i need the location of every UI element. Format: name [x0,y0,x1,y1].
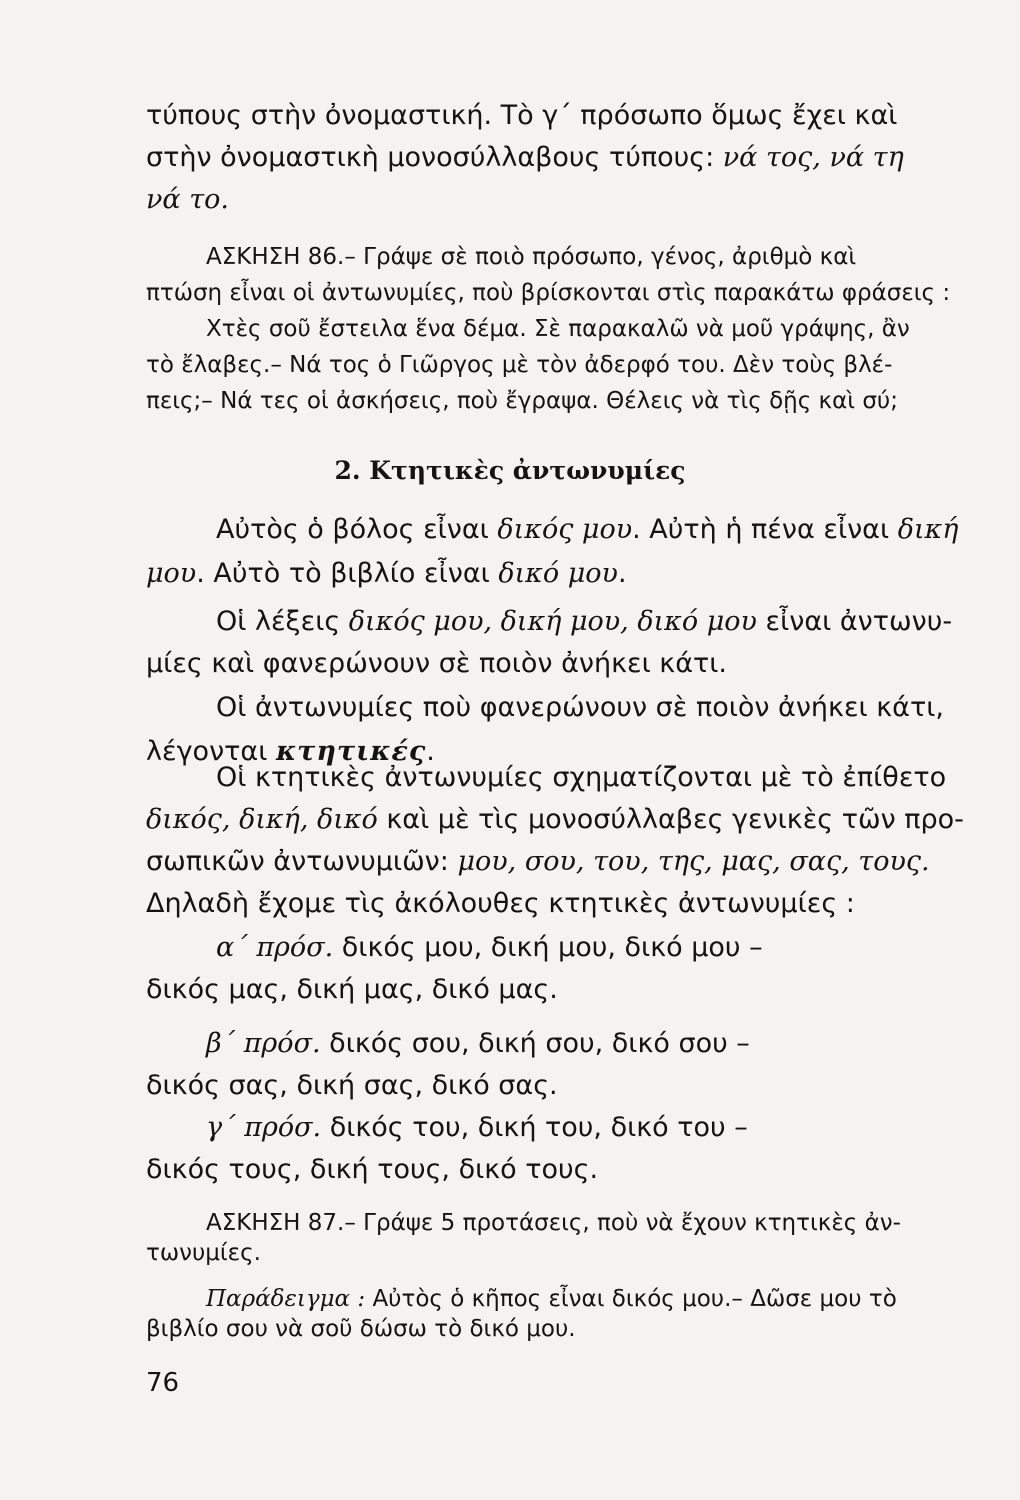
p3-line-2: μίες καὶ φανερώνουν σὲ ποιὸν ἀνήκει κάτι. [146,648,727,679]
p2-line-1 [216,512,958,548]
p2-l1-text-2: . Αὐτὴ ἡ πένα εἶναι [632,514,898,545]
p3-l1-italic: δικός μου, δική μου, δικό μου [348,606,757,637]
p5-line-2 [146,802,964,838]
p2-l2-text-2: . [617,558,627,589]
p2-l2-italic: μου [146,558,197,589]
p2-l2-text: . Αὐτὸ τὸ βιβλίο εἶναι [196,558,499,589]
p4-l2-text-2: . [426,736,435,767]
p3-l1-text: Οἱ λέξεις [216,606,349,637]
exercise-87-line-1: ΑΣΚΗΣΗ 87.– Γράψε 5 προτάσεις, ποὺ νὰ ἔχουν κτητικὲς ἀν- [206,1210,901,1236]
person-3-line-1 [206,1110,748,1146]
p5-line-1: Οἱ κτητικὲς ἀντωνυμίες σχηματίζονται μὲ τὸ ἐπίθετο [216,762,947,793]
example-label: Παράδειγμα : [206,1286,373,1312]
person-3-line-2: δικός τους, δική τους, δικό τους. [146,1154,599,1185]
p5-l2-text: καὶ μὲ τὶς μονοσύλλαβες γενικὲς τῶν προ- [377,804,964,835]
page-number: 76 [146,1368,180,1398]
term-ktitikes: κτητικές [275,736,427,767]
person-2-line-1 [206,1026,750,1062]
p5-l3-italic: μου, σου, του, της, μας, σας, τους. [457,846,930,877]
p5-line-3 [146,844,930,880]
person-3-label: γ΄ πρόσ. [206,1112,322,1143]
exercise-86-line-3: Χτὲς σοῦ ἔστειλα ἕνα δέμα. Σὲ παρακαλῶ νὰ μοῦ γράψης, ἂν [206,316,910,342]
p1-line-2-italic: νά τος, νά τη [722,142,904,173]
p5-l3-text: σωπικῶν ἀντωνυμιῶν: [146,846,458,877]
person-3-forms: δικός του, δική του, δικό του – [321,1112,748,1143]
p2-l1-italic-2: δική [897,514,959,545]
p4-line-1: Οἱ ἀντωνυμίες ποὺ φανερώνουν σὲ ποιὸν ἀνήκει κάτι, [216,692,944,723]
exercise-87-line-4: βιβλίο σου νὰ σοῦ δώσω τὸ δικό μου. [146,1316,576,1342]
p1-line-3: νά το. [146,184,230,215]
p5-line-4: Δηλαδὴ ἔχομε τὶς ἀκόλουθες κτητικὲς ἀντωνυμίες : [146,888,855,919]
p2-l1-text: Αὐτὸς ὁ βόλος εἶναι [216,514,498,545]
p4-l2-text: λέγονται [146,736,276,767]
person-1-forms: δικός μου, δική μου, δικό μου – [333,932,763,963]
p1-line-2-text: στὴν ὀνομαστικὴ μονοσύλλαβους τύπους: [146,142,723,173]
exercise-86-line-4: τὸ ἔλαβες.– Νά τος ὁ Γιῶργος μὲ τὸν ἀδερφό του. Δὲν τοὺς βλέ- [146,352,893,378]
p2-line-2 [146,556,627,592]
p2-l2-italic-2: δικό μου [498,558,618,589]
section-heading: 2. Κτητικὲς ἀντωνυμίες [334,456,686,485]
exercise-86-line-2: πτώση εἶναι οἱ ἀντωνυμίες, ποὺ βρίσκονται στὶς παρακάτω φράσεις : [146,280,951,306]
p5-l2-italic: δικός, δική, δικό [146,804,378,835]
person-2-label: β΄ πρόσ. [206,1028,321,1059]
p2-l1-italic: δικός μου [497,514,633,545]
p3-l1-text-2: εἶναι ἀντωνυ- [756,606,953,637]
exercise-86-line-5: πεις;– Νά τες οἱ ἀσκήσεις, ποὺ ἔγραψα. Θέλεις νὰ τὶς δῇς καὶ σύ; [146,388,898,414]
p1-line-2 [146,140,904,176]
person-1-line-2: δικός μας, δική μας, δικό μας. [146,974,558,1005]
example-text: Αὐτὸς ὁ κῆπος εἶναι δικός μου.– Δῶσε μου τὸ [372,1286,897,1312]
person-2-forms: δικός σου, δική σου, δικό σου – [320,1028,750,1059]
exercise-87-line-2: τωνυμίες. [146,1240,261,1266]
p3-line-1 [216,604,952,640]
p1-line-1: τύπους στὴν ὀνομαστική. Τὸ γ΄ πρόσωπο ὅμως ἔχει καὶ [146,100,898,131]
person-1-line-1 [216,930,763,966]
person-1-label: α΄ πρόσ. [216,932,334,963]
exercise-87-line-3 [206,1284,897,1314]
person-2-line-2: δικός σας, δική σας, δικό σας. [146,1070,558,1101]
exercise-86-line-1: ΑΣΚΗΣΗ 86.– Γράψε σὲ ποιὸ πρόσωπο, γένος, ἀριθμὸ καὶ [206,244,857,270]
